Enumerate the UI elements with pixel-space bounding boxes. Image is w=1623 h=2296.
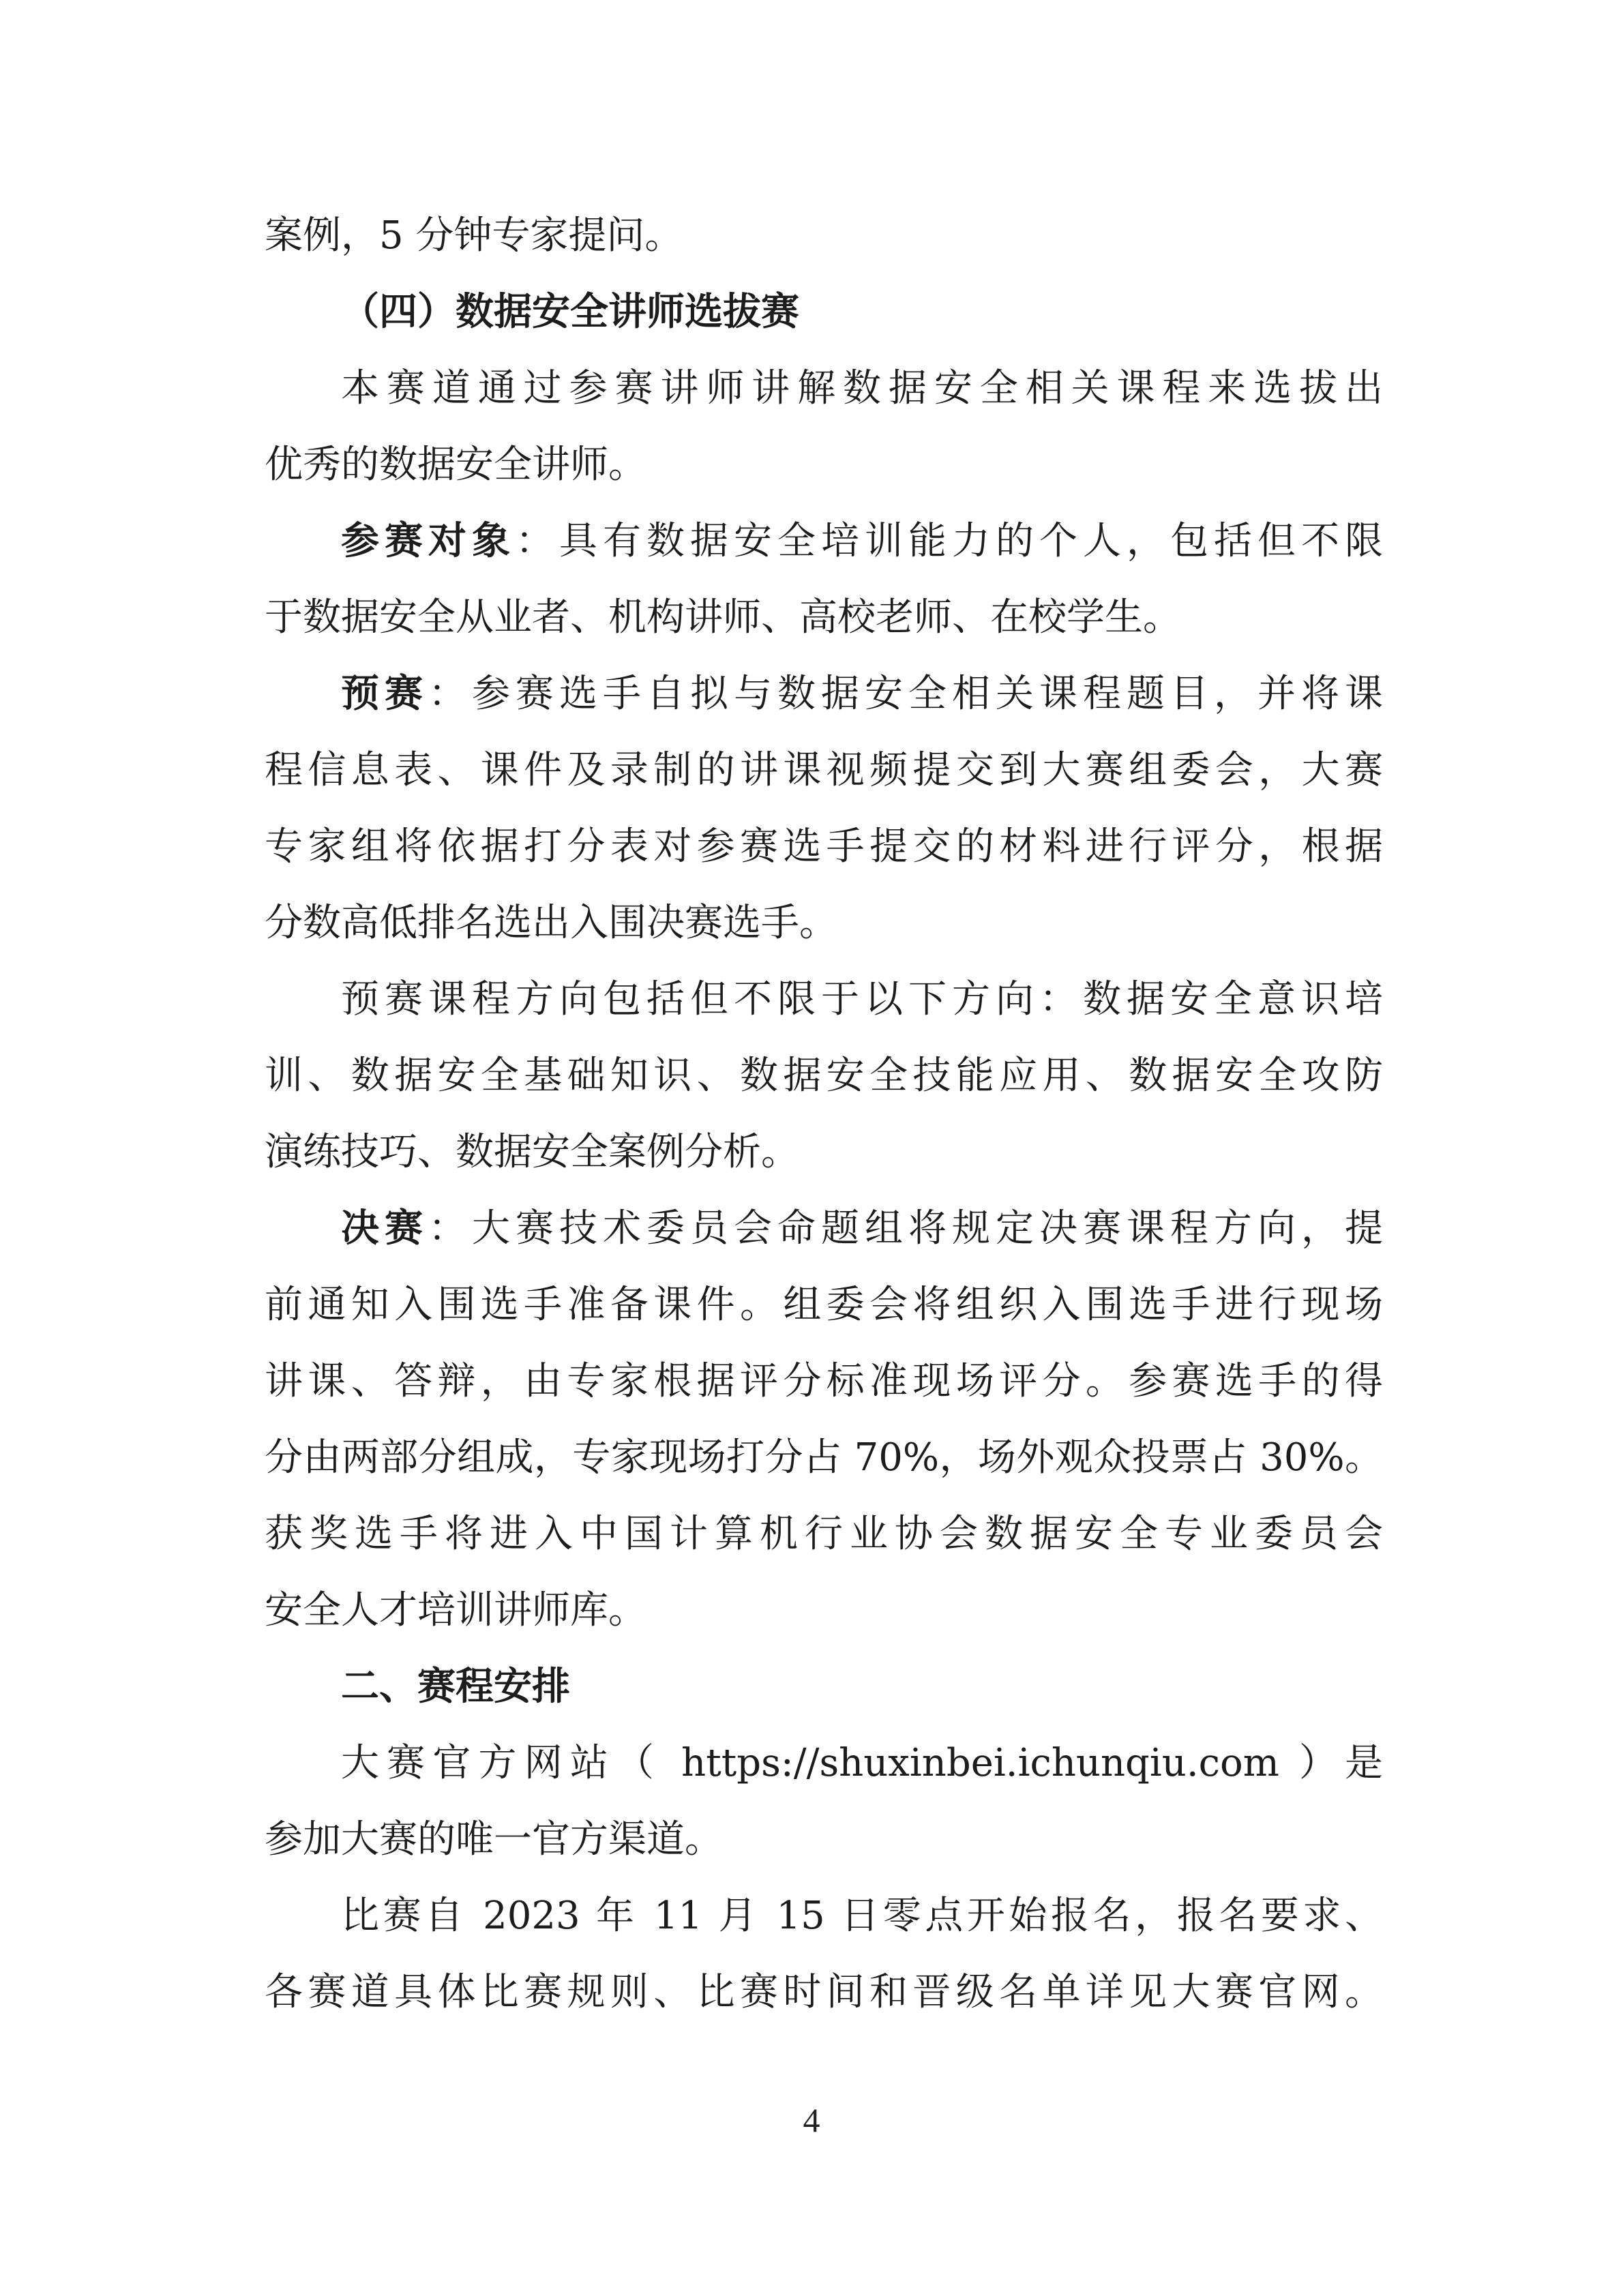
text-line: 各赛道具体比赛规则、比赛时间和晋级名单详见大赛官网。 — [265, 1970, 1383, 2014]
text-line: 于数据安全从业者、机构讲师、高校老师、在校学生。 — [265, 595, 1181, 640]
text-line: 比赛自 2023 年 11 月 15 日零点开始报名，报名要求、 — [341, 1894, 1383, 1938]
participants-label: 参赛对象 — [341, 519, 516, 563]
text-line: 讲课、答辩，由专家根据评分标准现场评分。参赛选手的得 — [265, 1359, 1383, 1403]
text-line: 大赛官方网站（ https://shuxinbei.ichunqiu.com ）是 — [341, 1741, 1383, 1785]
text-line: 演练技巧、数据安全案例分析。 — [265, 1130, 799, 1174]
preliminary-label: 预赛 — [341, 672, 428, 716]
text-line: 预赛课程方向包括但不限于以下方向：数据安全意识培 — [341, 977, 1383, 1022]
text-line: 优秀的数据安全讲师。 — [265, 443, 646, 487]
paragraph-line — [265, 503, 1383, 580]
final-label: 决赛 — [341, 1206, 428, 1251]
text-line: 安全人才培训讲师库。 — [265, 1588, 646, 1632]
text-span: ：具有数据安全培训能力的个人，包括但不限 — [516, 519, 1383, 563]
text-line: 案例，5 分钟专家提问。 — [265, 213, 683, 258]
text-line: 本赛道通过参赛讲师讲解数据安全相关课程来选拔出 — [341, 366, 1383, 411]
text-line: 前通知入围选手准备课件。组委会将组织入围选手进行现场 — [265, 1283, 1383, 1327]
section-heading: （四）数据安全讲师选拔赛 — [341, 290, 799, 334]
document-body — [265, 198, 1383, 2031]
text-line: 程信息表、课件及录制的讲课视频提交到大赛组委会，大赛 — [265, 748, 1383, 792]
text-span: ：参赛选手自拟与数据安全相关课程题目，并将课 — [428, 672, 1383, 716]
paragraph-line — [265, 656, 1383, 732]
text-span: ：大赛技术委员会命题组将规定决赛课程方向，提 — [428, 1206, 1383, 1251]
section-heading: 二、赛程安排 — [341, 1665, 570, 1709]
text-line: 专家组将依据打分表对参赛选手提交的材料进行评分，根据 — [265, 824, 1383, 869]
text-line: 参加大赛的唯一官方渠道。 — [265, 1817, 723, 1862]
text-line: 训、数据安全基础知识、数据安全技能应用、数据安全攻防 — [265, 1054, 1383, 1098]
text-line: 获奖选手将进入中国计算机行业协会数据安全专业委员会 — [265, 1512, 1383, 1556]
text-line: 分数高低排名选出入围决赛选手。 — [265, 901, 837, 945]
paragraph-line — [265, 1191, 1383, 1267]
page-number: 4 — [803, 2101, 820, 2139]
text-line: 分由两部分组成，专家现场打分占 70%，场外观众投票占 30%。 — [265, 1435, 1383, 1480]
